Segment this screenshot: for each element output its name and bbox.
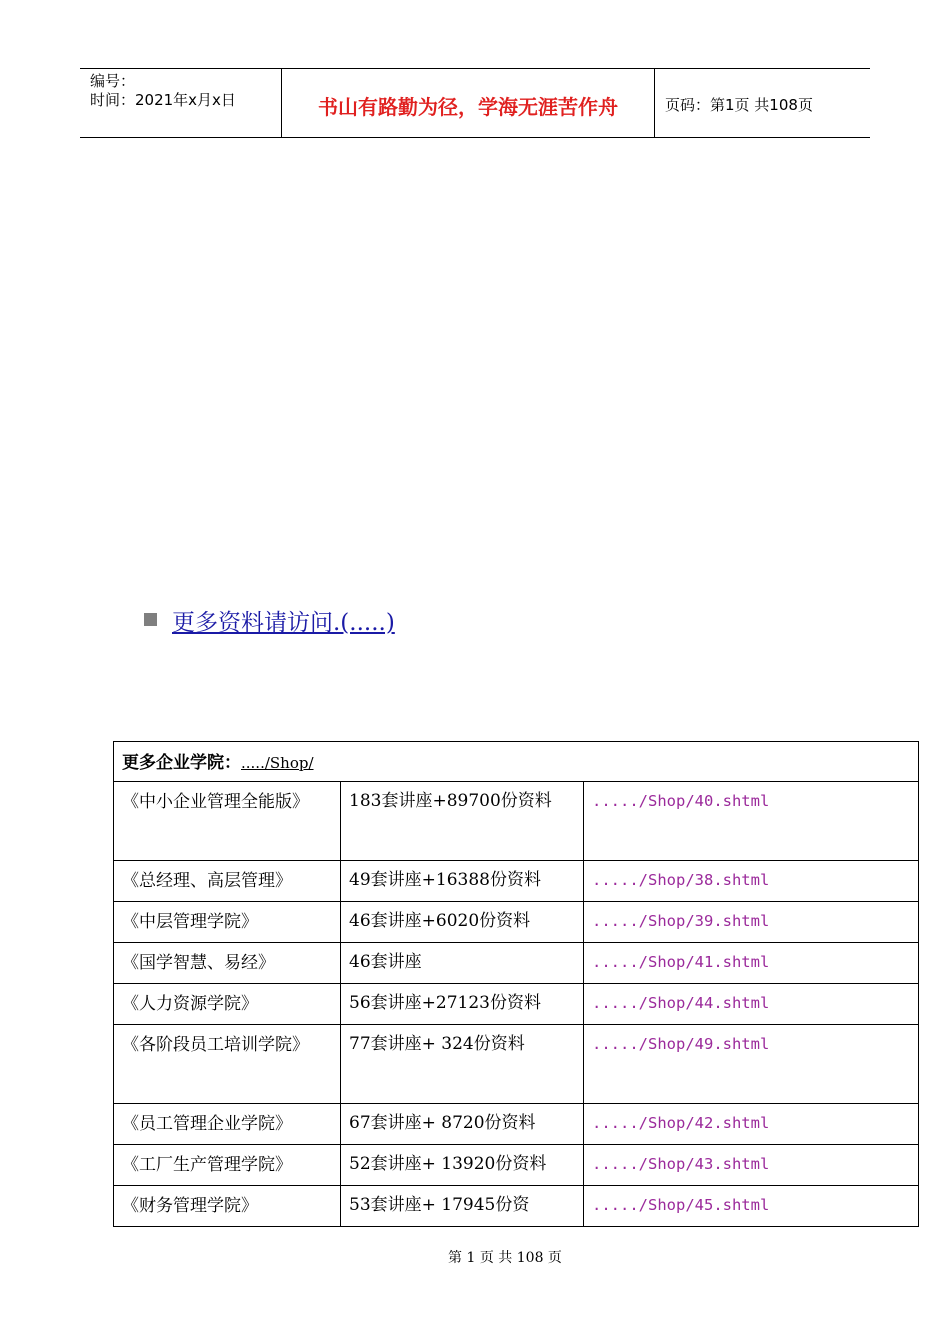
academy-count: 53套讲座+ 17945份资 xyxy=(341,1186,584,1227)
academy-count: 67套讲座+ 8720份资料 xyxy=(341,1104,584,1145)
header-page-info: 页码：第1页 共108页 xyxy=(665,96,813,114)
academy-count: 49套讲座+16388份资料 xyxy=(341,861,584,902)
academy-count: 183套讲座+89700份资料 xyxy=(341,782,584,861)
table-title-cell xyxy=(114,742,919,782)
document-number-label: 编号： xyxy=(90,72,136,90)
square-bullet-icon xyxy=(144,613,157,626)
header-motto: 书山有路勤为径，学海无涯苦作舟 xyxy=(318,95,618,119)
academy-link[interactable]: ...../Shop/40.shtml xyxy=(584,782,919,861)
table-row xyxy=(114,782,919,861)
academy-name: 《工厂生产管理学院》 xyxy=(114,1145,341,1186)
table-row xyxy=(114,902,919,943)
header-motto-cell xyxy=(282,69,655,137)
academy-link[interactable]: ...../Shop/38.shtml xyxy=(584,861,919,902)
academy-link[interactable]: ...../Shop/43.shtml xyxy=(584,1145,919,1186)
page-footer: 第 1 页 共 108 页 xyxy=(448,1250,562,1266)
header-page-cell xyxy=(655,69,870,137)
academy-count: 56套讲座+27123份资料 xyxy=(341,984,584,1025)
table-row xyxy=(114,1025,919,1104)
academy-name: 《人力资源学院》 xyxy=(114,984,341,1025)
enterprise-academy-table xyxy=(113,741,919,1227)
document-date-label: 时间：2021年x月x日 xyxy=(90,91,236,109)
academy-link[interactable]: ...../Shop/49.shtml xyxy=(584,1025,919,1104)
academy-name: 《国学智慧、易经》 xyxy=(114,943,341,984)
table-row xyxy=(114,861,919,902)
academy-name: 《财务管理学院》 xyxy=(114,1186,341,1227)
table-title-link[interactable]: ...../Shop/ xyxy=(241,754,314,772)
table-row xyxy=(114,1104,919,1145)
table-row xyxy=(114,1145,919,1186)
academy-link[interactable]: ...../Shop/41.shtml xyxy=(584,943,919,984)
table-row xyxy=(114,984,919,1025)
academy-name: 《各阶段员工培训学院》 xyxy=(114,1025,341,1104)
academy-count: 77套讲座+ 324份资料 xyxy=(341,1025,584,1104)
academy-link[interactable]: ...../Shop/45.shtml xyxy=(584,1186,919,1227)
table-row xyxy=(114,1186,919,1227)
academy-name: 《中小企业管理全能版》 xyxy=(114,782,341,861)
academy-count: 46套讲座+6020份资料 xyxy=(341,902,584,943)
table-title-label: 更多企业学院： xyxy=(122,753,241,773)
academy-link[interactable]: ...../Shop/39.shtml xyxy=(584,902,919,943)
academy-name: 《总经理、高层管理》 xyxy=(114,861,341,902)
academy-link[interactable]: ...../Shop/44.shtml xyxy=(584,984,919,1025)
header-meta-cell xyxy=(80,69,282,137)
academy-name: 《员工管理企业学院》 xyxy=(114,1104,341,1145)
more-resources-link[interactable]: 更多资料请访问.(.....) xyxy=(172,610,395,636)
academy-count: 46套讲座 xyxy=(341,943,584,984)
table-row xyxy=(114,943,919,984)
page-header xyxy=(80,68,870,138)
academy-name: 《中层管理学院》 xyxy=(114,902,341,943)
academy-count: 52套讲座+ 13920份资料 xyxy=(341,1145,584,1186)
academy-link[interactable]: ...../Shop/42.shtml xyxy=(584,1104,919,1145)
